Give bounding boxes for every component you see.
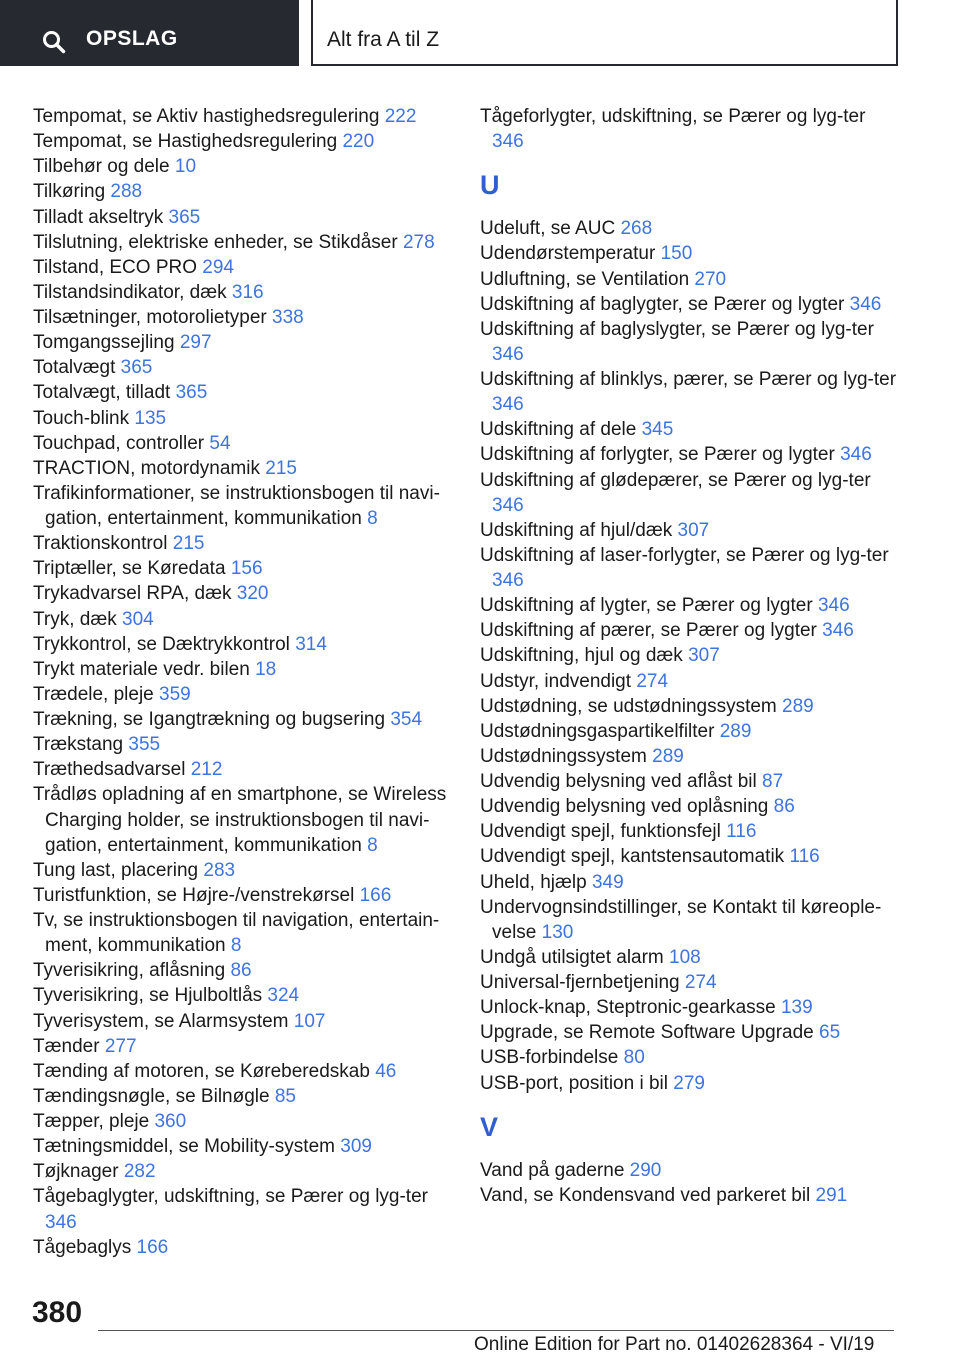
- index-entry: [33, 908, 453, 958]
- index-entry-text: Tilstandsindikator, dæk: [33, 281, 227, 303]
- index-page-link[interactable]: 274: [636, 670, 669, 692]
- index-page-link[interactable]: 65: [819, 1022, 841, 1044]
- index-page-link[interactable]: 116: [789, 846, 820, 868]
- index-page-link[interactable]: 46: [375, 1060, 397, 1082]
- index-entry-text: Udskiftning af forlygter, se Pærer og lygter: [480, 444, 835, 466]
- index-entry: [480, 970, 900, 995]
- index-entry: [33, 380, 453, 405]
- index-entry: [33, 1059, 453, 1084]
- index-entry: [33, 1184, 453, 1234]
- index-page-link[interactable]: 346: [822, 620, 854, 642]
- index-entry: [480, 945, 900, 970]
- index-entry-text: Trækstang: [33, 734, 124, 756]
- index-entry-text: Udvendig belysning ved aflåst bil: [480, 771, 757, 792]
- index-page-link[interactable]: 346: [840, 444, 872, 466]
- index-entry-text: Tændingsnøgle, se Bilnøgle: [33, 1085, 270, 1107]
- index-page-link[interactable]: 279: [673, 1072, 705, 1094]
- index-page-link[interactable]: 365: [168, 206, 201, 228]
- index-page-link[interactable]: 355: [128, 734, 161, 756]
- index-entry: [480, 442, 900, 467]
- index-page-link[interactable]: 307: [677, 519, 710, 541]
- index-entry-text: Træthedsadvarsel: [33, 759, 186, 781]
- index-page-link[interactable]: 85: [274, 1085, 296, 1107]
- index-entry: [33, 958, 453, 983]
- index-page-link[interactable]: 8: [230, 935, 242, 957]
- index-page-link[interactable]: 87: [762, 771, 784, 792]
- index-entry: [33, 657, 453, 682]
- index-entry: [33, 205, 453, 230]
- index-page-link[interactable]: 291: [815, 1184, 848, 1206]
- index-entry: [33, 983, 453, 1008]
- index-page-link[interactable]: 288: [110, 181, 143, 203]
- index-entry-text: Tilslutning, elektriske enheder, se Stikdåser: [33, 231, 398, 253]
- index-entry: [480, 1045, 900, 1070]
- index-column-right: [480, 104, 900, 1208]
- index-page-link[interactable]: 222: [384, 106, 417, 127]
- index-entry: [33, 757, 453, 782]
- index-page-link[interactable]: 156: [230, 558, 263, 580]
- index-page-link[interactable]: 220: [342, 131, 375, 153]
- opslag-tab-label: OPSLAG: [86, 27, 178, 50]
- index-entry: [480, 669, 900, 694]
- section-title-tab: [311, 0, 898, 66]
- index-entry: [33, 1109, 453, 1134]
- index-entry-text: Vand, se Kondensvand ved parkeret bil: [480, 1184, 811, 1206]
- index-page-link[interactable]: 268: [620, 218, 653, 240]
- index-entry-text: Udvendigt spejl, kantstensautomatik: [480, 846, 785, 868]
- index-entry-text: Udstødning, se udstødningssystem: [480, 695, 777, 717]
- index-entry-text: Unlock-knap, Steptronic-gearkasse: [480, 997, 776, 1019]
- index-entry-text: Udskiftning af baglyslygter, se Pærer og lyg-ter: [480, 318, 874, 340]
- index-page-link[interactable]: 283: [203, 859, 236, 881]
- index-column-left: [33, 104, 453, 1260]
- index-page-link[interactable]: 212: [190, 759, 223, 781]
- index-page-link[interactable]: 320: [236, 583, 269, 605]
- index-entry: [480, 895, 900, 945]
- index-entry-text: Tågebaglygter, udskiftning, se Pærer og lyg-ter: [33, 1186, 428, 1208]
- index-page-link[interactable]: 54: [209, 432, 231, 454]
- index-entry-text: Trædele, pleje: [33, 683, 154, 705]
- footer-divider: [98, 1330, 894, 1331]
- index-page-link[interactable]: 314: [295, 633, 327, 655]
- index-entry: [33, 154, 453, 179]
- index-entry-text: Touchpad, controller: [33, 432, 205, 454]
- index-page-link[interactable]: 316: [231, 281, 264, 303]
- index-entry-text: Triptæller, se Køredata: [33, 558, 226, 580]
- index-entry-text: Universal-fjernbetjening: [480, 972, 680, 993]
- index-entry: [33, 355, 453, 380]
- index-entry: [33, 782, 453, 857]
- index-entry-text: TRACTION, motordynamik: [33, 457, 260, 479]
- index-entry-text: Tilstand, ECO PRO: [33, 256, 198, 278]
- index-entry-text: Udskiftning af glødepærer, se Pærer og lyg-ter: [480, 469, 871, 491]
- index-page-link[interactable]: 108: [669, 946, 701, 968]
- index-entry-text: Udskiftning af laser-forlygter, se Pærer og lyg-ter: [480, 544, 889, 566]
- index-page-link[interactable]: 277: [104, 1035, 137, 1057]
- index-page-link[interactable]: 324: [267, 985, 300, 1007]
- index-page-link[interactable]: 166: [136, 1236, 169, 1258]
- index-page-link[interactable]: 346: [492, 394, 524, 416]
- index-entry: [480, 1158, 900, 1183]
- index-entry-text: Udeluft, se AUC: [480, 218, 616, 240]
- index-entry: [480, 995, 900, 1020]
- index-entry-text: Tilladt akseltryk: [33, 206, 164, 228]
- index-page-link[interactable]: 346: [849, 293, 882, 315]
- page-number: 380: [32, 1296, 83, 1329]
- index-entry-text: Udskiftning af baglygter, se Pærer og lygter: [480, 293, 845, 315]
- index-entry-text: Vand på gaderne: [480, 1159, 625, 1181]
- index-entry-text: Trykkontrol, se Dæktrykkontrol: [33, 633, 290, 655]
- index-entry: [33, 330, 453, 355]
- index-entry: [33, 1235, 453, 1260]
- index-entry: [480, 1183, 900, 1208]
- index-entry: [33, 230, 453, 255]
- index-entry-text: Udendørstemperatur: [480, 243, 656, 265]
- index-entry: [480, 417, 900, 442]
- index-entry: [33, 531, 453, 556]
- index-entry-text: Tilbehør og dele: [33, 156, 170, 178]
- index-page-link[interactable]: 365: [120, 357, 153, 379]
- index-page-link[interactable]: 346: [45, 1211, 77, 1233]
- index-entry-text: Tænding af motoren, se Køreberedskab: [33, 1060, 370, 1082]
- index-entry-text: Turistfunktion, se Højre-/venstrekørsel: [33, 884, 355, 906]
- index-entry-text: Trådløs opladning af en smartphone, se Wireless Charging holder, se instruktionsbogen til navi-gation, entertainment, kommunikation: [33, 784, 447, 856]
- index-letter-v: V: [480, 1111, 499, 1142]
- index-entry: [33, 556, 453, 581]
- index-entry-text: Undervognsindstillinger, se Kontakt til køreople-velse: [480, 896, 882, 943]
- index-page-link[interactable]: 345: [641, 419, 674, 441]
- index-page-link[interactable]: 130: [541, 921, 574, 943]
- index-page-link[interactable]: 282: [123, 1161, 156, 1183]
- index-page-link[interactable]: 290: [629, 1159, 662, 1181]
- index-entry: [33, 682, 453, 707]
- index-entry-text: Tilsætninger, motorolietyper: [33, 307, 267, 328]
- index-page-link[interactable]: 365: [175, 382, 208, 404]
- index-page-link[interactable]: 297: [179, 332, 212, 354]
- index-entry: [480, 593, 900, 618]
- index-entry-text: Tilkøring: [33, 181, 106, 203]
- index-entry: [480, 543, 900, 593]
- index-entry: [480, 719, 900, 744]
- index-entry: [480, 1071, 900, 1096]
- index-entry: [33, 179, 453, 204]
- index-entry: [480, 267, 900, 292]
- index-entry: [33, 406, 453, 431]
- index-page-link[interactable]: 10: [174, 156, 197, 178]
- index-entry-text: USB-forbindelse: [480, 1047, 619, 1069]
- index-page-link[interactable]: 360: [154, 1111, 187, 1132]
- index-entry-text: Trykt materiale vedr. bilen: [33, 658, 250, 680]
- index-page-link[interactable]: 289: [719, 720, 752, 742]
- index-entry: [480, 1020, 900, 1045]
- index-entry: [33, 707, 453, 732]
- index-page-link[interactable]: 354: [390, 709, 423, 730]
- index-entry: [33, 607, 453, 632]
- index-entry-text: Udskiftning af dele: [480, 419, 637, 441]
- index-page-link[interactable]: 338: [272, 307, 304, 328]
- index-entry-text: Tyverisikring, aflåsning: [33, 960, 226, 982]
- index-entry-text: Totalvægt: [33, 357, 116, 379]
- index-page-link[interactable]: 86: [773, 796, 795, 818]
- index-entry: [33, 456, 453, 481]
- index-page-link[interactable]: 8: [367, 834, 378, 856]
- index-entry: [33, 1009, 453, 1034]
- index-entry-text: Udstyr, indvendigt: [480, 670, 632, 692]
- index-entry-text: Touch-blink: [33, 407, 130, 429]
- index-entry: [480, 216, 900, 241]
- index-page-link[interactable]: 346: [492, 131, 524, 153]
- index-entry: [33, 280, 453, 305]
- index-page-link[interactable]: 139: [780, 997, 813, 1019]
- index-entry: [480, 241, 900, 266]
- index-page-link[interactable]: 135: [134, 407, 167, 429]
- index-entry: [33, 104, 453, 129]
- index-entry: [480, 618, 900, 643]
- edition-footer: Online Edition for Part no. 01402628364 - VI/19: [474, 1334, 875, 1355]
- index-entry: [33, 305, 453, 330]
- index-entry: [33, 1084, 453, 1109]
- index-entry-text: Udskiftning af blinklys, pærer, se Pærer og lyg-ter: [480, 369, 897, 390]
- index-entry: [33, 1034, 453, 1059]
- index-entry-text: Traktionskontrol: [33, 533, 168, 555]
- index-page-link[interactable]: 150: [660, 243, 693, 265]
- index-entry: [33, 1134, 453, 1159]
- index-entry: [33, 632, 453, 657]
- index-entry: [33, 858, 453, 883]
- index-page-link[interactable]: 346: [492, 494, 524, 516]
- index-entry-text: Tempomat, se Aktiv hastighedsregulering: [33, 106, 380, 127]
- index-entry: [480, 769, 900, 794]
- index-entry: [480, 819, 900, 844]
- index-page-link[interactable]: 166: [359, 884, 392, 906]
- index-page-link[interactable]: 278: [402, 231, 435, 253]
- index-entry-text: Tomgangssejling: [33, 332, 175, 354]
- index-entry-text: Udskiftning af pærer, se Pærer og lygter: [480, 620, 817, 642]
- index-entry-text: Tryk, dæk: [33, 608, 117, 630]
- index-entry-text: Udskiftning, hjul og dæk: [480, 645, 683, 667]
- index-entry-text: Tæpper, pleje: [33, 1111, 150, 1132]
- section-title: Alt fra A til Z: [327, 28, 440, 51]
- index-entry: [480, 794, 900, 819]
- index-entry: [33, 481, 453, 531]
- index-page-link[interactable]: 294: [202, 256, 234, 278]
- index-entry-text: Trækning, se Igangtrækning og bugsering: [33, 709, 386, 730]
- index-page-link[interactable]: 18: [255, 658, 277, 680]
- index-entry-text: Udstødningsgaspartikelfilter: [480, 720, 715, 742]
- index-entry: [480, 104, 900, 154]
- index-page-link[interactable]: 8: [367, 508, 378, 529]
- index-page-link[interactable]: 107: [293, 1010, 326, 1032]
- index-entry: [480, 694, 900, 719]
- index-entry-text: Udvendigt spejl, funktionsfejl: [480, 821, 721, 843]
- index-entry: [480, 367, 900, 417]
- index-entry: [480, 317, 900, 367]
- index-entry: [33, 255, 453, 280]
- index-page-link[interactable]: 215: [265, 457, 297, 479]
- index-page-link[interactable]: 289: [782, 695, 814, 717]
- index-page-link[interactable]: 359: [159, 683, 191, 705]
- index-entry-text: Tyverisikring, se Hjulboltlås: [33, 985, 263, 1007]
- index-entry: [480, 518, 900, 543]
- index-page-link[interactable]: 307: [688, 645, 720, 667]
- index-page-link[interactable]: 346: [492, 343, 524, 365]
- index-entry-text: USB-port, position i bil: [480, 1072, 668, 1094]
- index-page-link[interactable]: 289: [652, 745, 684, 767]
- index-entry-text: Trafikinformationer, se instruktionsbogen til navi-gation, entertainment, kommunikation: [33, 482, 440, 529]
- index-page-link[interactable]: 309: [340, 1136, 372, 1158]
- opslag-tab[interactable]: [0, 0, 299, 66]
- index-entry: [33, 1159, 453, 1184]
- index-entry-text: Trykadvarsel RPA, dæk: [33, 583, 232, 605]
- index-entry: [33, 883, 453, 908]
- index-page-link[interactable]: 215: [172, 533, 205, 555]
- index-entry: [33, 732, 453, 757]
- index-entry: [33, 129, 453, 154]
- index-entry-text: Tågebaglys: [33, 1236, 132, 1258]
- index-entry: [480, 870, 900, 895]
- index-entry-text: Tung last, placering: [33, 859, 199, 881]
- index-entry: [480, 468, 900, 518]
- index-entry: [33, 581, 453, 606]
- index-entry: [480, 292, 900, 317]
- index-entry: [480, 844, 900, 869]
- index-page-link[interactable]: 116: [726, 821, 757, 843]
- index-entry-text: Udskiftning af lygter, se Pærer og lygter: [480, 595, 813, 617]
- index-entry: [33, 431, 453, 456]
- index-entry-text: Tågeforlygter, udskiftning, se Pærer og lyg-ter: [480, 106, 866, 127]
- page-header: [0, 0, 960, 68]
- index-entry: [480, 643, 900, 668]
- index-letter-u: U: [480, 170, 500, 201]
- index-page-link[interactable]: 346: [817, 595, 850, 617]
- index-entry-text: Tempomat, se Hastighedsregulering: [33, 131, 338, 153]
- search-icon: [42, 30, 66, 54]
- index-page-link[interactable]: 346: [492, 570, 524, 591]
- index-entry-text: Tænder: [33, 1035, 100, 1057]
- index-page-link[interactable]: 349: [591, 871, 624, 893]
- index-entry-text: Udstødningssystem: [480, 745, 647, 767]
- index-page-link[interactable]: 304: [122, 608, 154, 630]
- index-entry-text: Undgå utilsigtet alarm: [480, 946, 664, 968]
- index-page-link[interactable]: 80: [623, 1047, 645, 1069]
- index-entry-text: Tyverisystem, se Alarmsystem: [33, 1010, 289, 1032]
- index-entry-text: Tv, se instruktionsbogen til navigation, entertain-ment, kommunikation: [33, 910, 440, 957]
- index-entry-text: Tøjknager: [33, 1161, 119, 1183]
- index-entry-text: Udluftning, se Ventilation: [480, 268, 690, 290]
- index-page-link[interactable]: 86: [230, 960, 252, 982]
- index-entry-text: Tætningsmiddel, se Mobility-system: [33, 1136, 335, 1158]
- index-entry-text: Uheld, hjælp: [480, 871, 587, 893]
- index-entry-text: Udskiftning af hjul/dæk: [480, 519, 673, 541]
- index-page-link[interactable]: 270: [694, 268, 727, 290]
- index-entry-text: Totalvægt, tilladt: [33, 382, 171, 404]
- index-entry: [480, 744, 900, 769]
- index-page-link[interactable]: 274: [684, 972, 717, 993]
- index-entry-text: Udvendig belysning ved oplåsning: [480, 796, 769, 818]
- index-entry-text: Upgrade, se Remote Software Upgrade: [480, 1022, 814, 1044]
